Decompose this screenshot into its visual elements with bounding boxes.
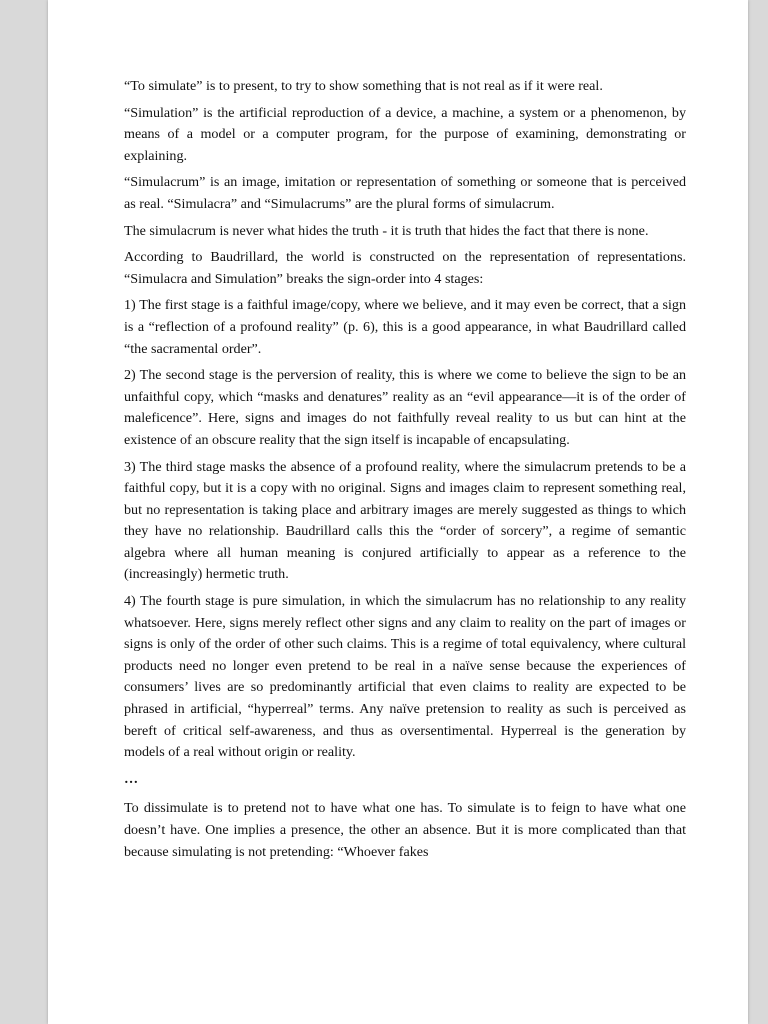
paragraph-stage-1: 1) The first stage is a faithful image/copy, where we believe, and it may even be correct, that a sign is a “reflection of a profound reality” (p. 6), this is a good appearance, in what Baudrillard called “the sacramental order”. [124, 297, 686, 357]
paragraph-definition-simulation: “Simulation” is the artificial reproduction of a device, a machine, a system or a phenomenon, by means of a model or a computer program, for the purpose of examining, demonstrating or explaining. [124, 104, 686, 164]
document-page [48, 0, 748, 1024]
paragraph-stage-3: 3) The third stage masks the absence of a profound reality, where the simulacrum pretends to be a faithful copy, but it is a copy with no original. Signs and images claim to represent something real, but no representation is taking place and arbitrary images are merely suggested as things to which they have no relationship. Baudrillard calls this the “order of sorcery”, a regime of semantic algebra where all human meaning is conjured artificially to appear as a reference to the (increasingly) hermetic truth. [124, 458, 686, 583]
document-body [124, 76, 686, 868]
paragraph-quote-truth: The simulacrum is never what hides the truth - it is truth that hides the fact that there is none. [124, 222, 649, 239]
paragraph-stage-2: 2) The second stage is the perversion of reality, this is where we come to believe the sign to be an unfaithful copy, which “masks and denatures” reality as an “evil appearance—it is of the order of maleficence”. Here, signs and images do not faithfully reveal reality to us but can hint at the existence of an obscure reality that the sign itself is incapable of encapsulating. [124, 367, 686, 448]
paragraph-baudrillard-intro: According to Baudrillard, the world is constructed on the representation of representations. “Simulacra and Simulation” breaks the sign-order into 4 stages: [124, 249, 686, 287]
paragraph-dissimulate: To dissimulate is to pretend not to have what one has. To simulate is to feign to have what one doesn’t have. One implies a presence, the other an absence. But it is more complicated than that because simulating is not pretending: “Whoever fakes [124, 800, 686, 860]
ellipsis-separator: … [124, 770, 140, 787]
paragraph-definition-simulate: “To simulate” is to present, to try to show something that is not real as if it were real. [124, 78, 603, 94]
paragraph-stage-4: 4) The fourth stage is pure simulation, in which the simulacrum has no relationship to any reality whatsoever. Here, signs merely reflect other signs and any claim to reality on the part of images or signs is only of the order of other such claims. This is a regime of total equivalency, where cultural products need no longer even pretend to be real in a naïve sense because the experiences of consumers’ lives are so predominantly artificial that even claims to reality are expected to be phrased in artificial, “hyperreal” terms. Any naïve pretension to reality as such is perceived as bereft of critical self-awareness, and thus as oversentimental. Hyperreal is the generation by models of a real without origin or reality. [124, 593, 686, 761]
paragraph-definition-simulacrum: “Simulacrum” is an image, imitation or representation of something or someone that is perceived as real. “Simulacra” and “Simulacrums” are the plural forms of simulacrum. [124, 174, 686, 212]
